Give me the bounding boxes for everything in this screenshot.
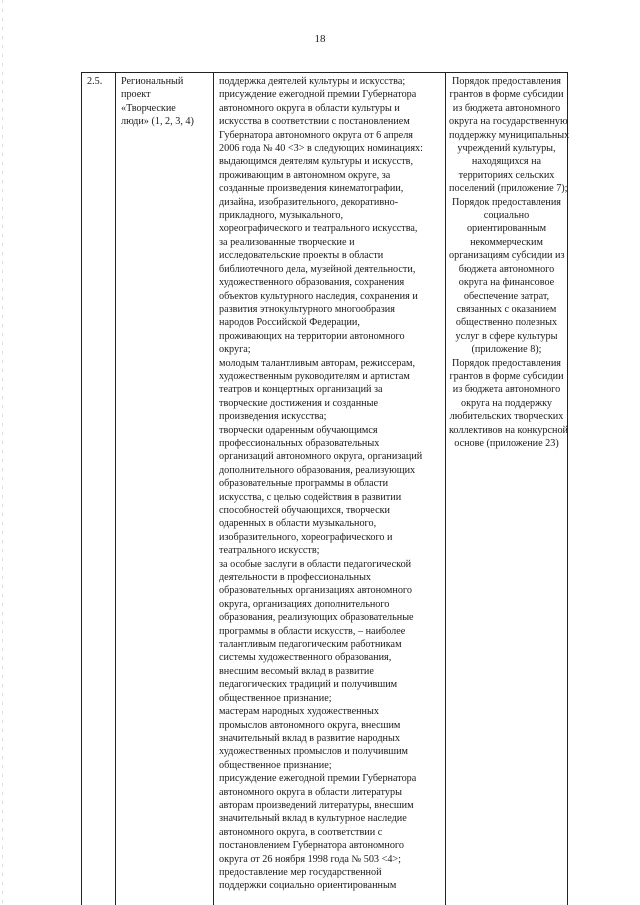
description-line: поддержки социально ориентированным (219, 880, 397, 892)
description-line: произведения искусства; (219, 411, 327, 423)
description-line: талантливым педагогическим работникам (219, 639, 402, 651)
order-line: связанных с оказанием (456, 303, 557, 315)
order-line: услуг в сфере культуры (455, 330, 558, 342)
description-line: художественных промыслов и получившим (219, 746, 409, 758)
order-line: любительских творческих (449, 411, 564, 423)
order-line: Порядок предоставления (452, 357, 561, 369)
description-line: творческие достижения и созданные (219, 397, 378, 409)
order-line: Порядок предоставления (452, 196, 561, 208)
description-line: дополнительного образования, реализующих (219, 464, 416, 476)
description-line: авторам произведений литературы, внесшим (219, 799, 414, 811)
description-line: деятельности в профессиональных (219, 572, 372, 584)
description-line: автономного округа в области культуры и (219, 102, 400, 114)
description-line: хореографического и театрального искусства, (219, 223, 418, 235)
description-line: художественного образования, сохранения (219, 277, 405, 289)
order-line: организациям субсидии из (449, 250, 565, 262)
order-line: Порядок предоставления (452, 76, 561, 87)
order-line: округа на государственную (449, 116, 568, 128)
order-line: поселений (приложение 7); (449, 183, 568, 195)
description-line: художественным руководителям и артистам (219, 370, 410, 382)
description-line: дизайна, изобразительного, декоративно- (219, 196, 399, 208)
description-line: созданные произведения кинематографии, (219, 183, 404, 195)
description-line: прикладного, музыкального, (219, 210, 344, 222)
description-line: способностей обучающихся, творчески (219, 505, 390, 516)
description-line: общественное признание; (219, 692, 332, 704)
description-line: образовательные программы в области (219, 478, 389, 490)
description-line: проживающих на территории автономного (219, 330, 405, 342)
order-line: из бюджета автономного (452, 102, 561, 114)
order-line: находящихся на (471, 156, 542, 168)
description-line: поддержка деятелей культуры и искусства; (219, 76, 406, 87)
description-line: исследовательские проекты в области (219, 250, 384, 262)
description-line: присуждение ежегодной премии Губернатора (219, 773, 417, 785)
scan-edge-artifact (2, 0, 3, 905)
description-line: внесшим весомый вклад в развитие (219, 665, 374, 677)
description-line: общественное признание; (219, 759, 332, 771)
order-line: учреждений культуры, (457, 143, 556, 155)
description-line: выдающимся деятелям культуры и искусств, (219, 156, 414, 168)
description-line: за особые заслуги в области педагогической (219, 558, 412, 570)
row-number: 2.5. (87, 76, 103, 87)
row-number-cell (82, 73, 115, 905)
description-cell (213, 73, 445, 905)
order-line: из бюджета автономного (452, 384, 561, 396)
order-line: обеспечение затрат, (463, 290, 550, 302)
description-line: округа; (219, 344, 251, 356)
program-table (81, 72, 568, 905)
description-line: присуждение ежегодной премии Губернатора (219, 89, 417, 101)
description-line: системы художественного образования, (219, 652, 392, 664)
description-line: молодым талантливым авторам, режиссерам, (219, 357, 415, 369)
order-line: поддержку муниципальных (449, 129, 570, 141)
description-line: искусства в соответствии с постановлением (219, 116, 410, 128)
description-line: за реализованные творческие и (219, 236, 355, 248)
description-line: одаренных в области музыкального, (219, 518, 377, 530)
description-line: мастерам народных художественных (219, 706, 379, 718)
project-name-line: проект (121, 89, 151, 101)
description-line: образовательных организациях автономного (219, 585, 412, 597)
project-name-line: люди» (1, 2, 3, 4) (121, 116, 194, 128)
description-line: значительный вклад в развитие народных (219, 732, 400, 744)
order-cell (445, 73, 570, 905)
description-line: изобразительного, хореографического и (219, 531, 393, 543)
order-line: общественно полезных (455, 317, 558, 329)
project-name-line: Региональный (121, 76, 184, 87)
description-line: программы в области искусств, – наиболее (219, 625, 406, 637)
description-line: округа, организациях дополнительного (219, 598, 390, 610)
description-line: проживающим в автономном округе, за (219, 169, 391, 181)
order-line: грантов в форме субсидии (449, 89, 564, 101)
order-line: (приложение 8); (471, 344, 542, 356)
order-line: грантов в форме субсидии (449, 370, 564, 382)
description-line: педагогических традиций и получившим (219, 679, 398, 691)
description-line: организаций автономного округа, организаций (219, 451, 423, 463)
project-name-line: «Творческие (121, 102, 176, 114)
description-line: Губернатора автономного округа от 6 апреля (219, 129, 413, 141)
description-line: 2006 года № 40 <3> в следующих номинациях: (219, 143, 423, 155)
order-line: коллективов на конкурсной (449, 424, 568, 436)
order-line: некоммерческим (470, 236, 543, 248)
description-line: искусства, с целью содействия в развитии (219, 491, 402, 503)
description-line: объектов культурного наследия, сохранения и (219, 290, 418, 302)
description-line: профессиональных образовательных (219, 437, 380, 449)
description-line: народов Российской Федерации, (219, 317, 360, 329)
order-line: основе (приложение 23) (454, 437, 559, 449)
description-line: промыслов автономного округа, внесшим (219, 719, 401, 731)
order-line: ориентированным (466, 223, 547, 235)
description-line: образования, реализующих образовательные (219, 612, 414, 624)
page-number: 18 (314, 33, 326, 45)
description-line: предоставление мер государственной (219, 866, 382, 878)
description-line: библиотечного дела, музейной деятельности, (219, 263, 416, 275)
description-line: постановлением Губернатора автономного (219, 840, 404, 852)
order-line: территориях сельских (458, 169, 555, 181)
order-line: социально (483, 210, 530, 222)
description-line: округа от 26 ноября 1998 года № 503 <4>; (219, 853, 401, 865)
description-line: автономного округа, в соответствии с (219, 826, 383, 838)
description-line: театров и концертных организаций за (219, 384, 383, 396)
order-line: округа на поддержку (460, 397, 553, 409)
description-line: театрального искусств; (219, 545, 320, 557)
description-line: творчески одаренным обучающимся (219, 424, 378, 436)
description-line: автономного округа в области литературы (219, 786, 402, 798)
order-line: бюджета автономного (458, 263, 555, 275)
order-line: округа на финансовое (458, 277, 555, 289)
description-line: значительный вклад в культурное наследие (219, 813, 407, 825)
project-name-cell (115, 73, 213, 905)
description-line: развития этнокультурного многообразия (219, 303, 395, 315)
